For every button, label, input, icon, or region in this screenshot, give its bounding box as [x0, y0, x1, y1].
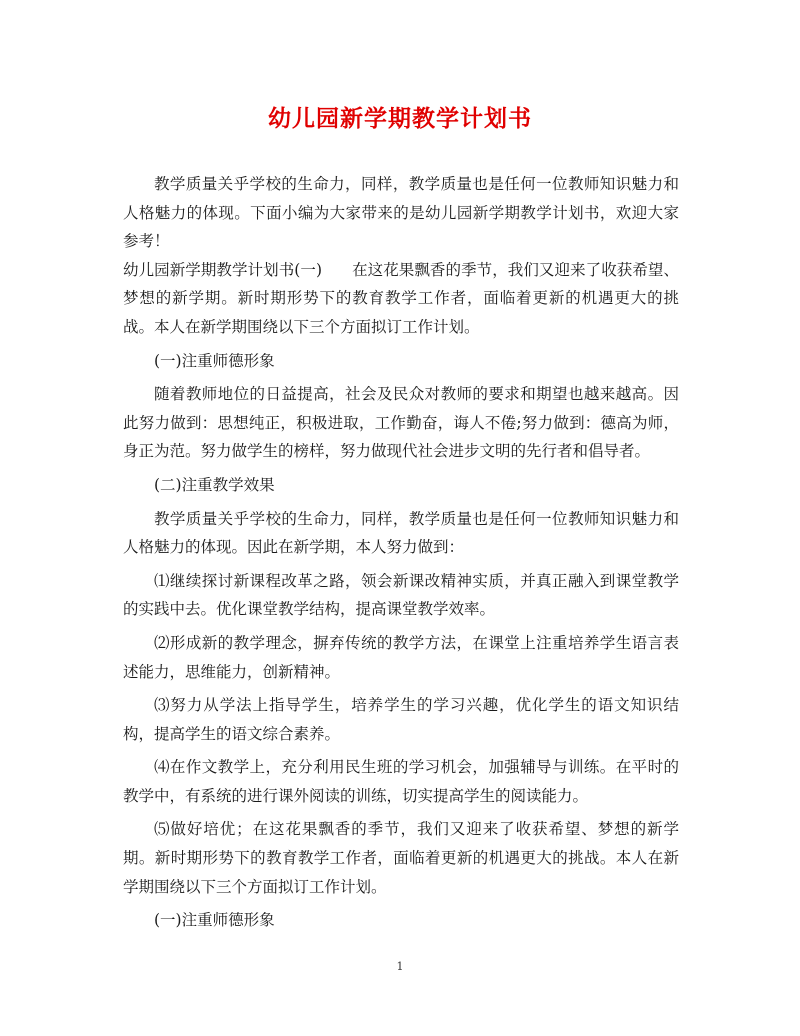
section-one-heading: 幼儿园新学期教学计划书(一) — [123, 260, 323, 279]
list-item-3: ⑶努力从学法上指导学生，培养学生的学习兴趣，优化学生的语文知识结构，提高学生的语文综合素养。 — [123, 696, 679, 743]
heading-teacher-ethics: (一)注重师德形象 — [154, 351, 275, 370]
section-one-paragraph — [123, 256, 679, 342]
list-item-5: ⑸做好培优；在这花果飘香的季节，我们又迎来了收获希望、梦想的新学期。新时期形势下的教育教学工作者，面临着更新的机遇更大的挑战。本人在新学期围绕以下三个方面拟订工作计划。 — [123, 820, 679, 896]
heading-teacher-ethics-repeat: (一)注重师德形象 — [154, 911, 275, 930]
page-number: 1 — [396, 960, 404, 973]
document-title: 幼儿园新学期教学计划书 — [268, 105, 532, 132]
list-item-2: ⑵形成新的教学理念，摒弃传统的教学方法，在课堂上注重培养学生语言表述能力，思维能力，创新精神。 — [123, 633, 679, 681]
heading-teaching-effect: (二)注重教学效果 — [154, 475, 275, 494]
intro-paragraph: 教学质量关乎学校的生命力，同样，教学质量也是任何一位教师知识魅力和人格魅力的体现。下面小编为大家带来的是幼儿园新学期教学计划书，欢迎大家参考！ — [123, 175, 679, 251]
teacher-ethics-paragraph: 随着教师地位的日益提高，社会及民众对教师的要求和期望也越来越高。因此努力做到：思想纯正，积极进取，工作勤奋，诲人不倦;努力做到：德高为师，身正为范。努力做学生的榜样，努力做现代社会进步文明的先行者和倡导者。 — [123, 385, 679, 461]
list-item-1: ⑴继续探讨新课程改革之路，领会新课改精神实质，并真正融入到课堂教学的实践中去。优化课堂教学结构，提高课堂教学效率。 — [123, 571, 679, 619]
teaching-effect-paragraph: 教学质量关乎学校的生命力，同样，教学质量也是任何一位教师知识魅力和人格魅力的体现。因此在新学期，本人努力做到： — [123, 509, 679, 557]
document-body — [123, 170, 679, 935]
list-item-4: ⑷在作文教学上，充分利用民生班的学习机会，加强辅导与训练。在平时的教学中，有系统的进行课外阅读的训练，切实提高学生的阅读能力。 — [123, 758, 679, 805]
section-one-text: 在这花果飘香的季节，我们又迎来了收获希望、梦想的新学期。新时期形势下的教育教学工作者，面临着更新的机遇更大的挑战。本人在新学期围绕以下三个方面拟订工作计划。 — [123, 260, 679, 336]
